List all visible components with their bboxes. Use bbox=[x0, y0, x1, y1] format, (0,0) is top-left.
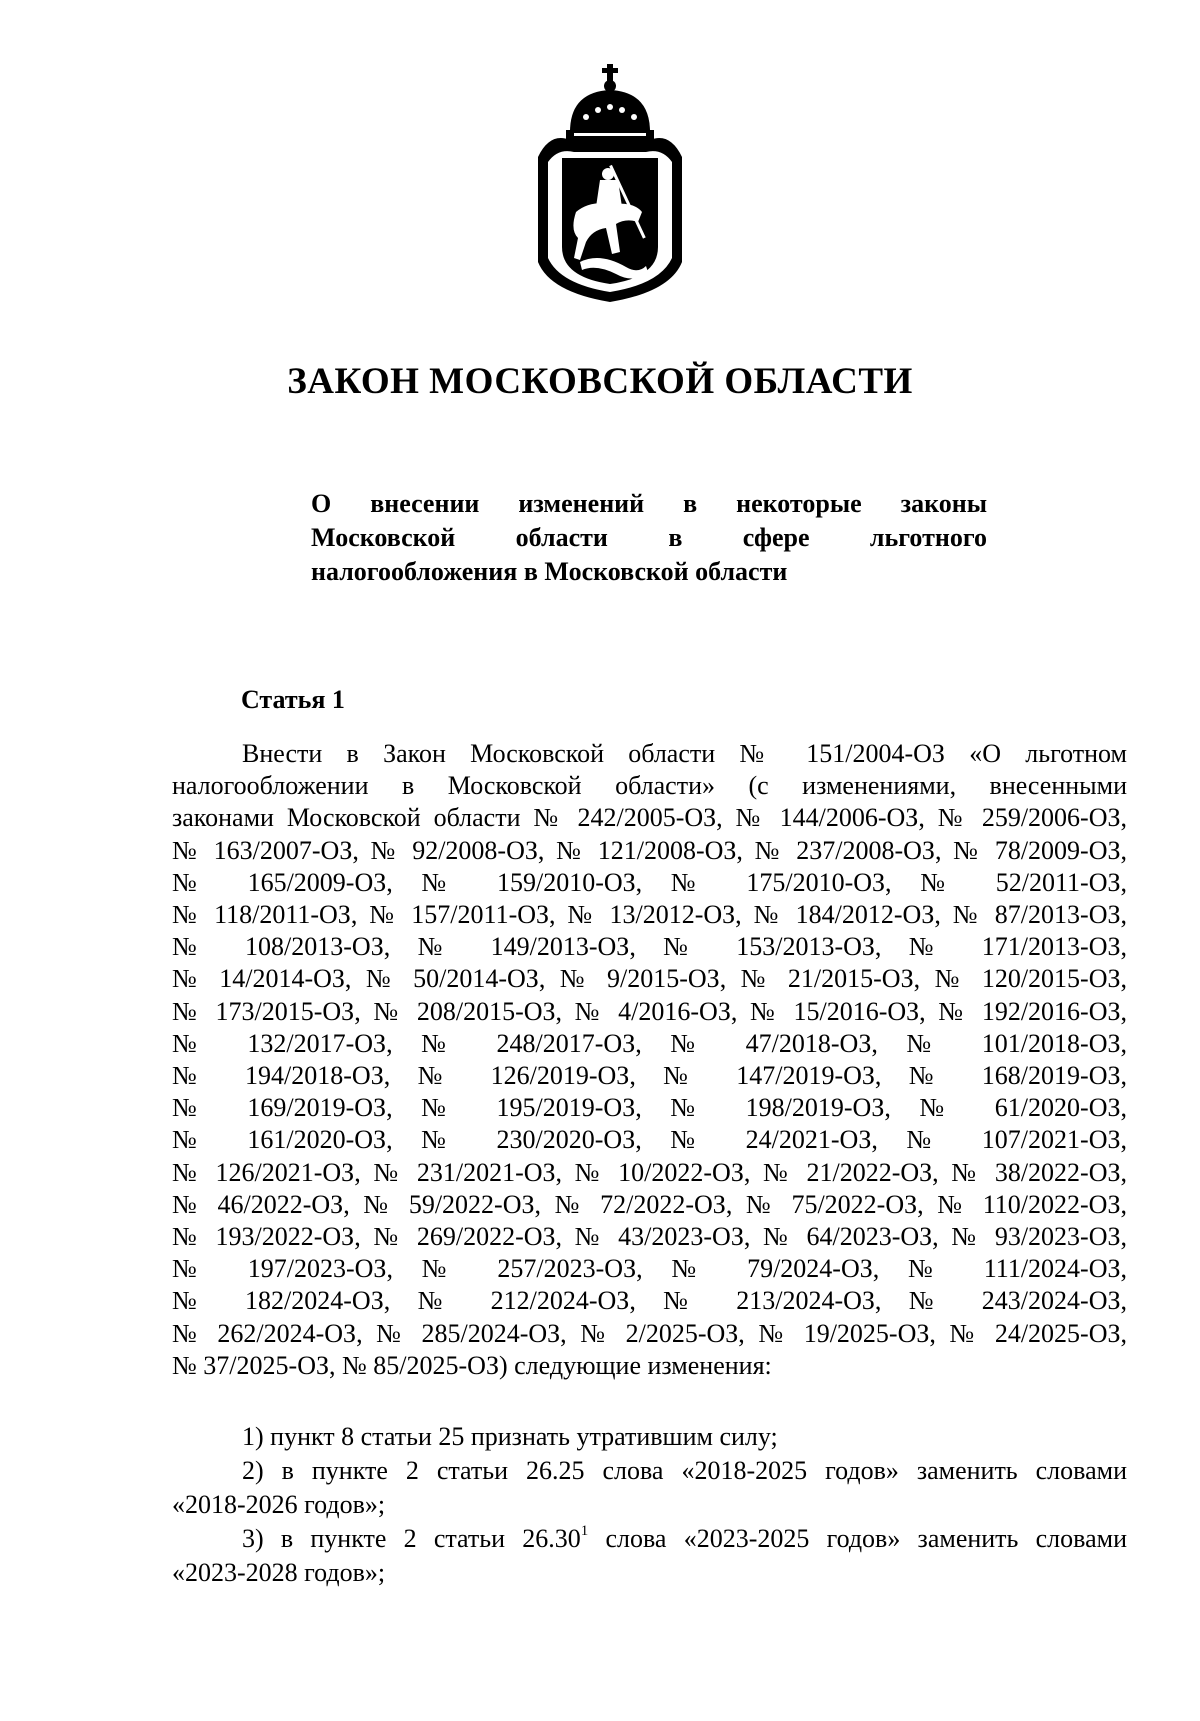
moscow-oblast-coat-of-arms-icon bbox=[530, 62, 690, 307]
document-title: ЗАКОН МОСКОВСКОЙ ОБЛАСТИ bbox=[287, 361, 913, 402]
item-3-line: «2023-2028 годов»; bbox=[172, 1558, 386, 1587]
body-line: № 163/2007-ОЗ, № 92/2008-ОЗ, № 121/2008-ОЗ, № 237/2008-ОЗ, № 78/2009-ОЗ, bbox=[172, 835, 1127, 865]
law-subject bbox=[311, 487, 987, 589]
body-line: Внести в Закон Московской области № 151/2004-ОЗ «О льготном bbox=[242, 739, 1127, 768]
article-body bbox=[172, 738, 1127, 1382]
item-2-line: 2) в пункте 2 статьи 26.25 слова «2018-2025 годов» заменить словами bbox=[242, 1456, 1127, 1485]
item-1: 1) пункт 8 статьи 25 признать утратившим силу; bbox=[242, 1422, 778, 1451]
body-line: № 194/2018-ОЗ, № 126/2019-ОЗ, № 147/2019-ОЗ, № 168/2019-ОЗ, bbox=[172, 1061, 1127, 1091]
body-line: № 126/2021-ОЗ, № 231/2021-ОЗ, № 10/2022-ОЗ, № 21/2022-ОЗ, № 38/2022-ОЗ, bbox=[172, 1157, 1127, 1187]
body-line: законами Московской области № 242/2005-ОЗ, № 144/2006-ОЗ, № 259/2006-ОЗ, bbox=[172, 803, 1127, 833]
body-line: № 165/2009-ОЗ, № 159/2010-ОЗ, № 175/2010-ОЗ, № 52/2011-ОЗ, bbox=[172, 867, 1127, 897]
amendment-items bbox=[172, 1420, 1127, 1590]
item-3-line bbox=[172, 1522, 1127, 1556]
body-line: № 193/2022-ОЗ, № 269/2022-ОЗ, № 43/2023-ОЗ, № 64/2023-ОЗ, № 93/2023-ОЗ, bbox=[172, 1222, 1127, 1252]
item-3-superscript: 1 bbox=[580, 1523, 589, 1539]
item-3-suffix: слова «2023-2025 годов» заменить словами bbox=[588, 1524, 1127, 1553]
body-line: № 173/2015-ОЗ, № 208/2015-ОЗ, № 4/2016-ОЗ, № 15/2016-ОЗ, № 192/2016-ОЗ, bbox=[172, 996, 1127, 1026]
body-line: № 197/2023-ОЗ, № 257/2023-ОЗ, № 79/2024-ОЗ, № 111/2024-ОЗ, bbox=[172, 1254, 1127, 1284]
body-line: № 169/2019-ОЗ, № 195/2019-ОЗ, № 198/2019-ОЗ, № 61/2020-ОЗ, bbox=[172, 1093, 1127, 1123]
body-line: № 37/2025-ОЗ, № 85/2025-ОЗ) следующие изменения: bbox=[172, 1350, 772, 1380]
body-line: № 182/2024-ОЗ, № 212/2024-ОЗ, № 213/2024-ОЗ, № 243/2024-ОЗ, bbox=[172, 1286, 1127, 1316]
body-line: № 132/2017-ОЗ, № 248/2017-ОЗ, № 47/2018-ОЗ, № 101/2018-ОЗ, bbox=[172, 1028, 1127, 1058]
subject-line: налогообложения в Московской области bbox=[311, 557, 788, 586]
item-2-line: «2018-2026 годов»; bbox=[172, 1490, 386, 1519]
body-line: № 161/2020-ОЗ, № 230/2020-ОЗ, № 24/2021-ОЗ, № 107/2021-ОЗ, bbox=[172, 1125, 1127, 1155]
item-3-prefix: 3) в пункте 2 статьи 26.30 bbox=[242, 1524, 581, 1553]
body-line: налогообложении в Московской области» (с изменениями, внесенными bbox=[172, 771, 1127, 801]
body-line: № 14/2014-ОЗ, № 50/2014-ОЗ, № 9/2015-ОЗ, № 21/2015-ОЗ, № 120/2015-ОЗ, bbox=[172, 964, 1127, 994]
body-line: № 262/2024-ОЗ, № 285/2024-ОЗ, № 2/2025-ОЗ, № 19/2025-ОЗ, № 24/2025-ОЗ, bbox=[172, 1318, 1127, 1348]
body-line: № 118/2011-ОЗ, № 157/2011-ОЗ, № 13/2012-ОЗ, № 184/2012-ОЗ, № 87/2013-ОЗ, bbox=[172, 900, 1127, 930]
body-line: № 46/2022-ОЗ, № 59/2022-ОЗ, № 72/2022-ОЗ, № 75/2022-ОЗ, № 110/2022-ОЗ, bbox=[172, 1189, 1127, 1219]
body-line: № 108/2013-ОЗ, № 149/2013-ОЗ, № 153/2013-ОЗ, № 171/2013-ОЗ, bbox=[172, 932, 1127, 962]
article-heading: Статья 1 bbox=[241, 685, 345, 714]
subject-line: Московской области в сфере льготного bbox=[311, 523, 987, 552]
subject-line: О внесении изменений в некоторые законы bbox=[311, 489, 987, 518]
